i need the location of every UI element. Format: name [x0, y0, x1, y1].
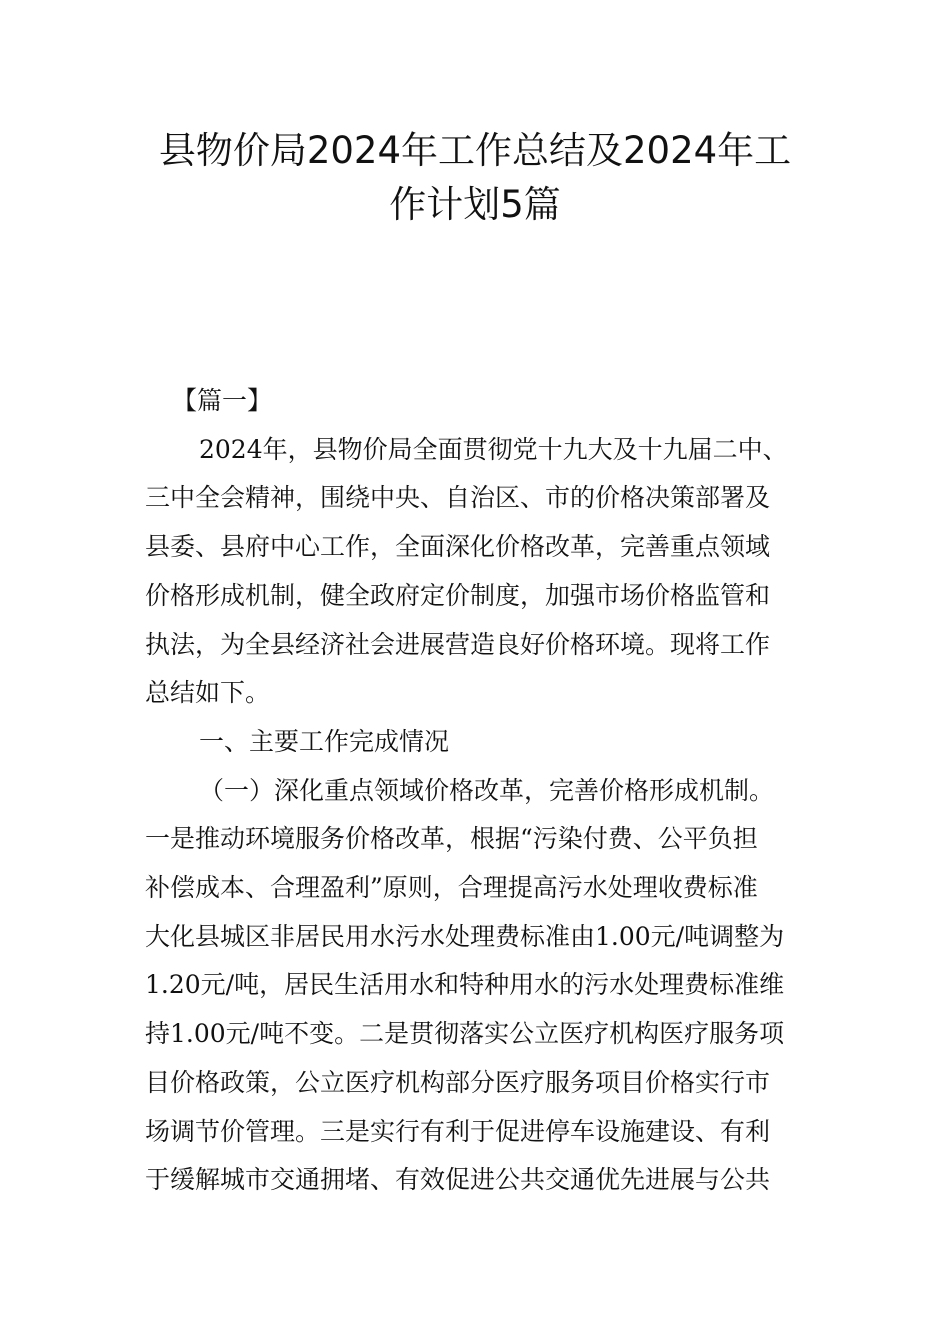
body-line: 大化县城区非居民用水污水处理费标准由1.00元/吨调整为 — [145, 921, 785, 951]
body-line: 价格形成机制，健全政府定价制度，加强市场价格监管和 — [145, 580, 771, 610]
document-title — [120, 124, 830, 232]
body-line: 场调节价管理。三是实行有利于促进停车设施建设、有利 — [145, 1116, 771, 1146]
body-line: 2024年，县物价局全面贯彻党十九大及十九届二中、 — [199, 434, 788, 464]
body-line: 1.20元/吨，居民生活用水和特种用水的污水处理费标准维 — [145, 970, 785, 1000]
body-line: 县委、县府中心工作，全面深化价格改革，完善重点领域 — [145, 532, 771, 562]
body-line: 补偿成本、合理盈利”原则，合理提高污水处理收费标准 — [145, 873, 758, 902]
body-line: 执法，为全县经济社会进展营造良好价格环境。现将工作 — [145, 629, 771, 659]
body-line: 目价格政策，公立医疗机构部分医疗服务项目价格实行市 — [145, 1067, 771, 1097]
body-line: 于缓解城市交通拥堵、有效促进公共交通优先进展与公共 — [145, 1165, 771, 1195]
body-line: 持1.00元/吨不变。二是贯彻落实公立医疗机构医疗服务项 — [145, 1019, 785, 1049]
title-line-2: 作计划5篇 — [389, 183, 561, 226]
title-line-1: 县物价局2024年工作总结及2024年工 — [158, 129, 792, 172]
body-line: 三中全会精神，围绕中央、自治区、市的价格决策部署及 — [145, 483, 771, 513]
body-line: 【篇一】 — [172, 386, 273, 415]
body-line: 总结如下。 — [145, 678, 271, 708]
body-line: 一、主要工作完成情况 — [199, 726, 450, 756]
body-line: 一是推动环境服务价格改革，根据“污染付费、公平负担 — [145, 824, 758, 854]
body-line: （一）深化重点领域价格改革，完善价格形成机制。 — [199, 775, 775, 805]
